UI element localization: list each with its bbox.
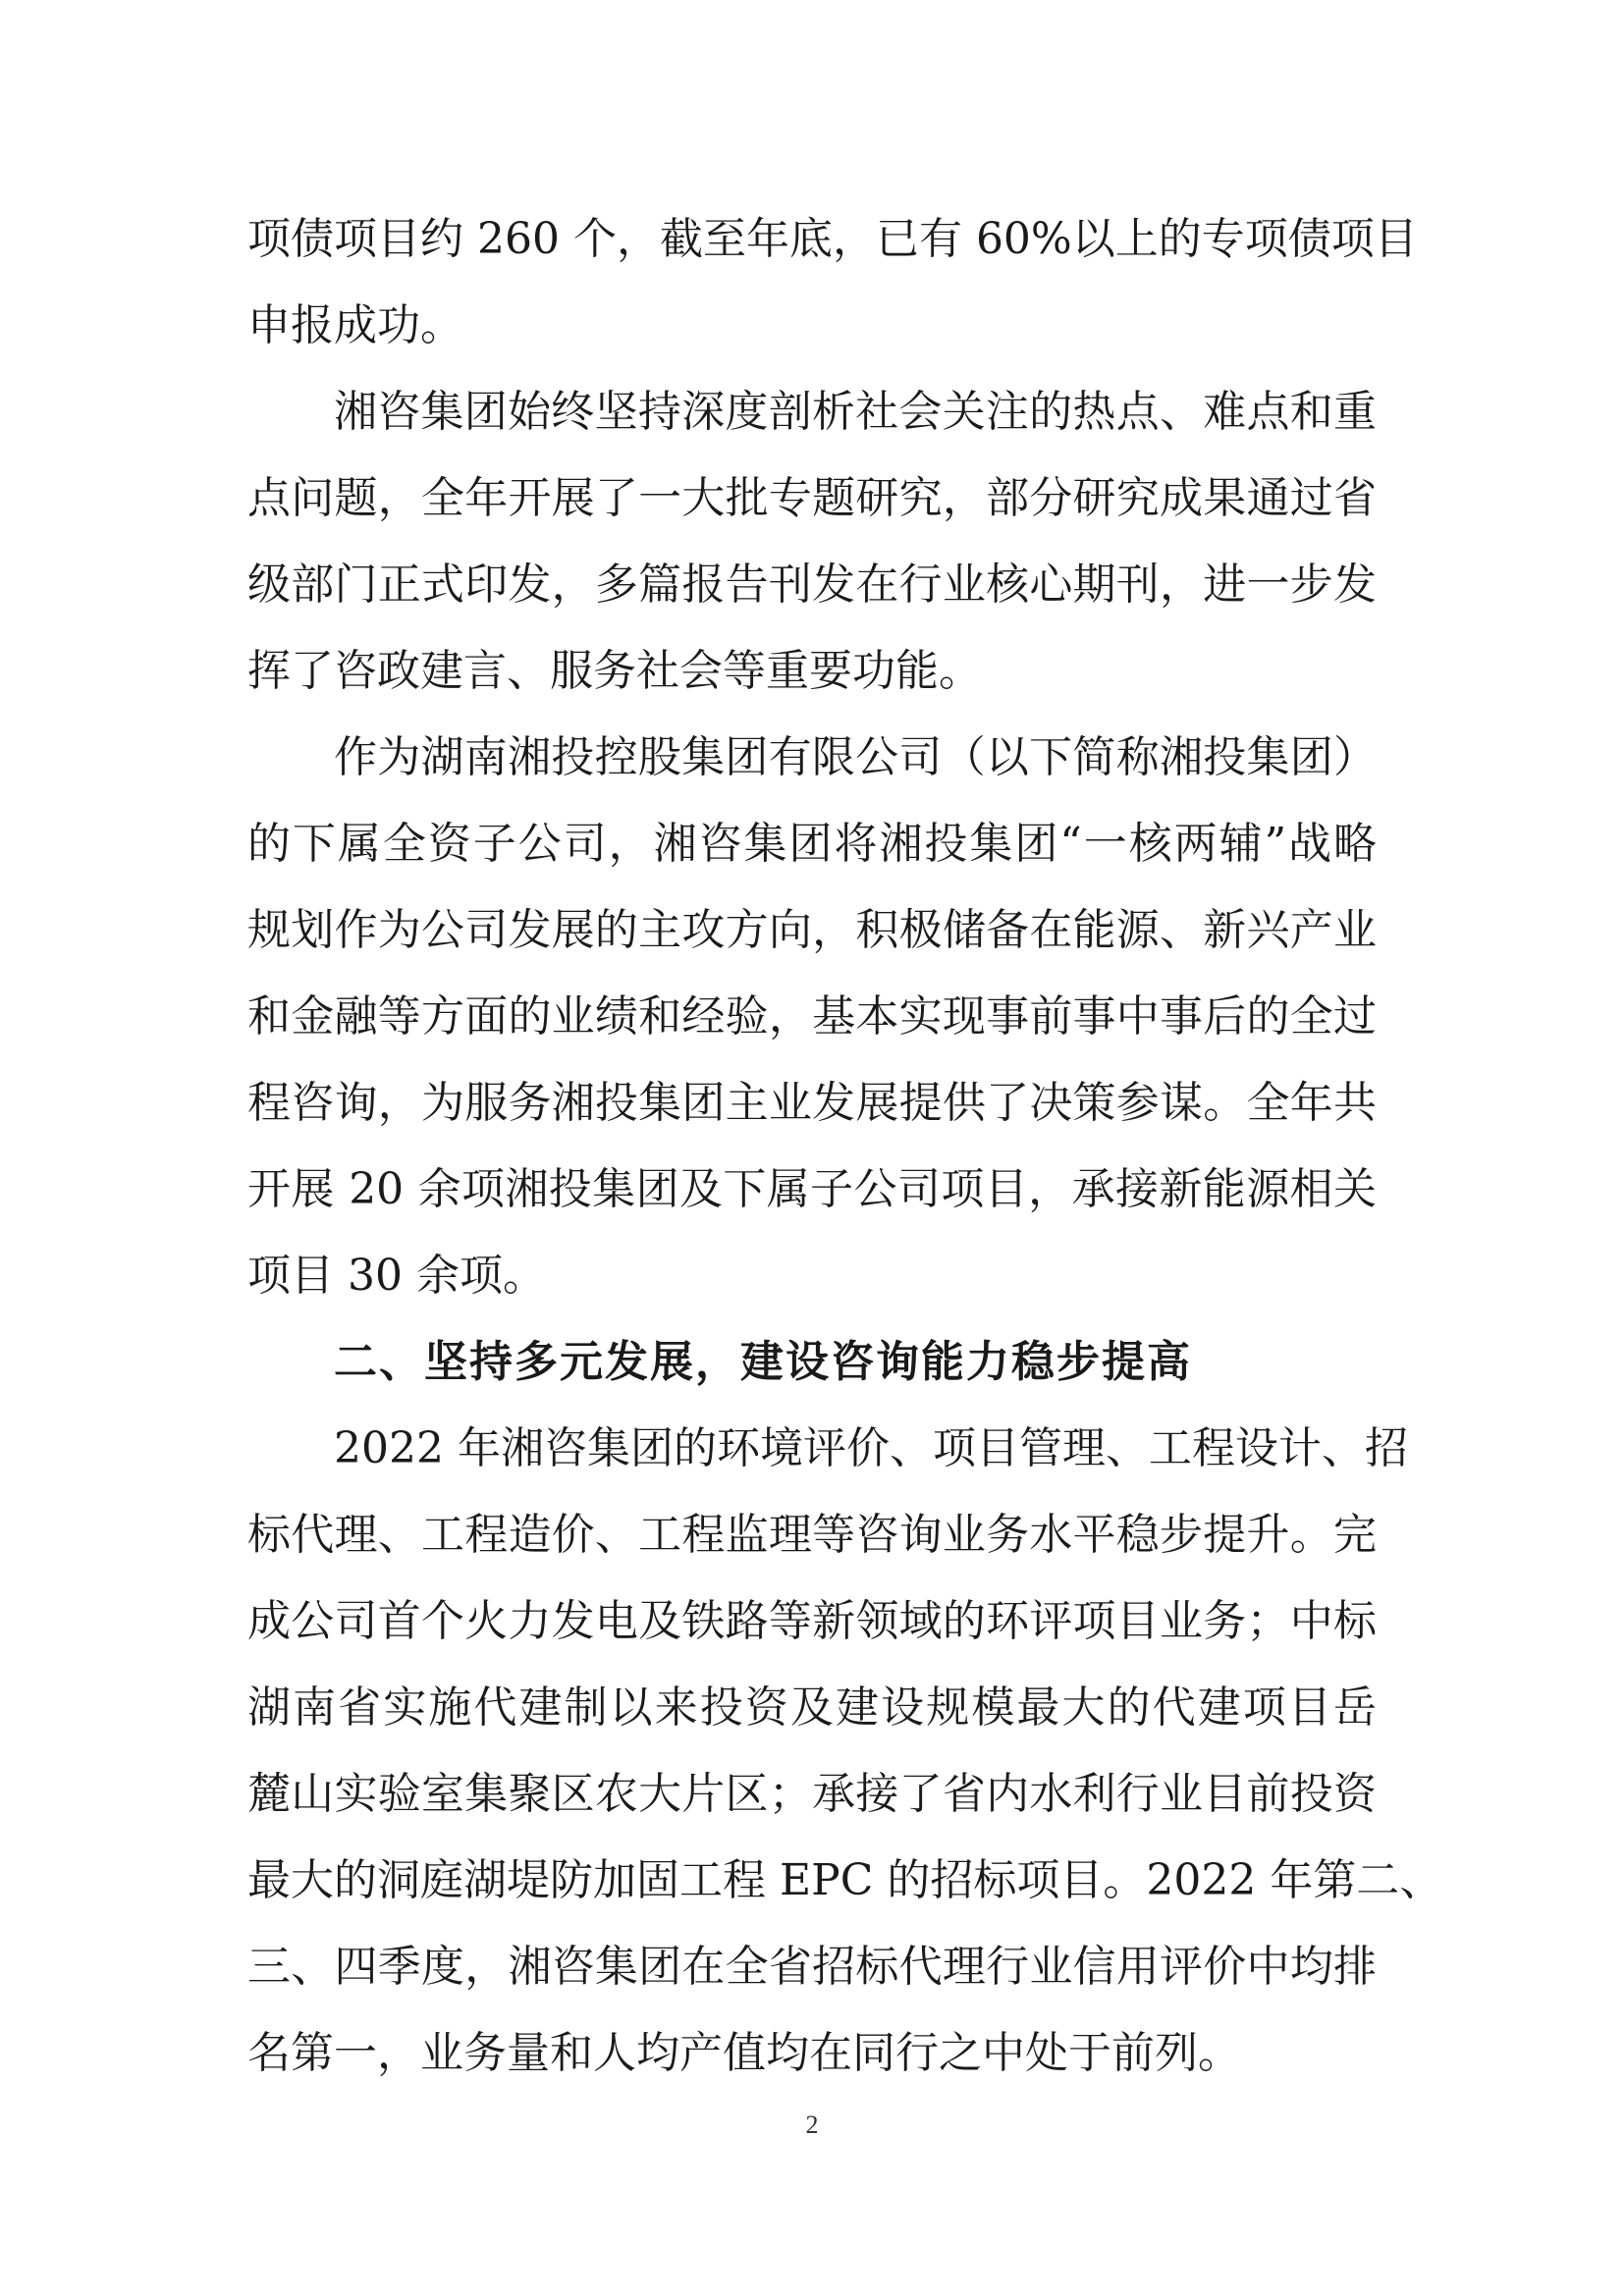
paragraph-line: 规划作为公司发展的主攻方向，积极储备在能源、新兴产业 — [247, 905, 1377, 955]
paragraph-line: 三、四季度，湘咨集团在全省招标代理行业信用评价中均排 — [247, 1942, 1377, 1992]
paragraph-line: 申报成功。 — [247, 300, 463, 350]
paragraph-line: 最大的洞庭湖堤防加固工程 EPC 的招标项目。2022 年第二、 — [247, 1855, 1443, 1905]
paragraph-line: 项债项目约 260 个，截至年底，已有 60%以上的专项债项目 — [247, 214, 1418, 264]
paragraph-line: 点问题，全年开展了一大批专题研究，部分研究成果通过省 — [247, 473, 1377, 523]
paragraph-line: 湖南省实施代建制以来投资及建设规模最大的代建项目岳 — [247, 1682, 1377, 1733]
paragraph-line: 作为湖南湘投控股集团有限公司（以下简称湘投集团） — [334, 732, 1377, 782]
paragraph-line: 湘咨集团始终坚持深度剖析社会关注的热点、难点和重 — [334, 387, 1377, 437]
paragraph-line: 开展 20 余项湘投集团及下属子公司项目，承接新能源相关 — [247, 1164, 1377, 1214]
paragraph-line: 程咨询，为服务湘投集团主业发展提供了决策参谋。全年共 — [247, 1078, 1377, 1128]
paragraph-line: 麓山实验室集聚区农大片区；承接了省内水利行业目前投资 — [247, 1769, 1377, 1819]
paragraph-line: 的下属全资子公司，湘咨集团将湘投集团“一核两辅”战略 — [247, 819, 1377, 869]
paragraph-line: 项目 30 余项。 — [247, 1251, 546, 1301]
paragraph-line: 挥了咨政建言、服务社会等重要功能。 — [247, 646, 982, 696]
paragraph-line: 2022 年湘咨集团的环境评价、项目管理、工程设计、招 — [334, 1423, 1408, 1473]
paragraph-line: 级部门正式印发，多篇报告刊发在行业核心期刊，进一步发 — [247, 560, 1377, 610]
paragraph-line: 和金融等方面的业绩和经验，基本实现事前事中事后的全过 — [247, 991, 1377, 1041]
paragraph-line: 成公司首个火力发电及铁路等新领域的环评项目业务；中标 — [247, 1596, 1377, 1646]
paragraph-line: 名第一，业务量和人均产值均在同行之中处于前列。 — [247, 2028, 1241, 2078]
page-number: 2 — [805, 2110, 819, 2139]
section-heading: 二、坚持多元发展，建设咨询能力稳步提高 — [334, 1337, 1192, 1387]
paragraph-line: 标代理、工程造价、工程监理等咨询业务水平稳步提升。完 — [247, 1510, 1377, 1560]
